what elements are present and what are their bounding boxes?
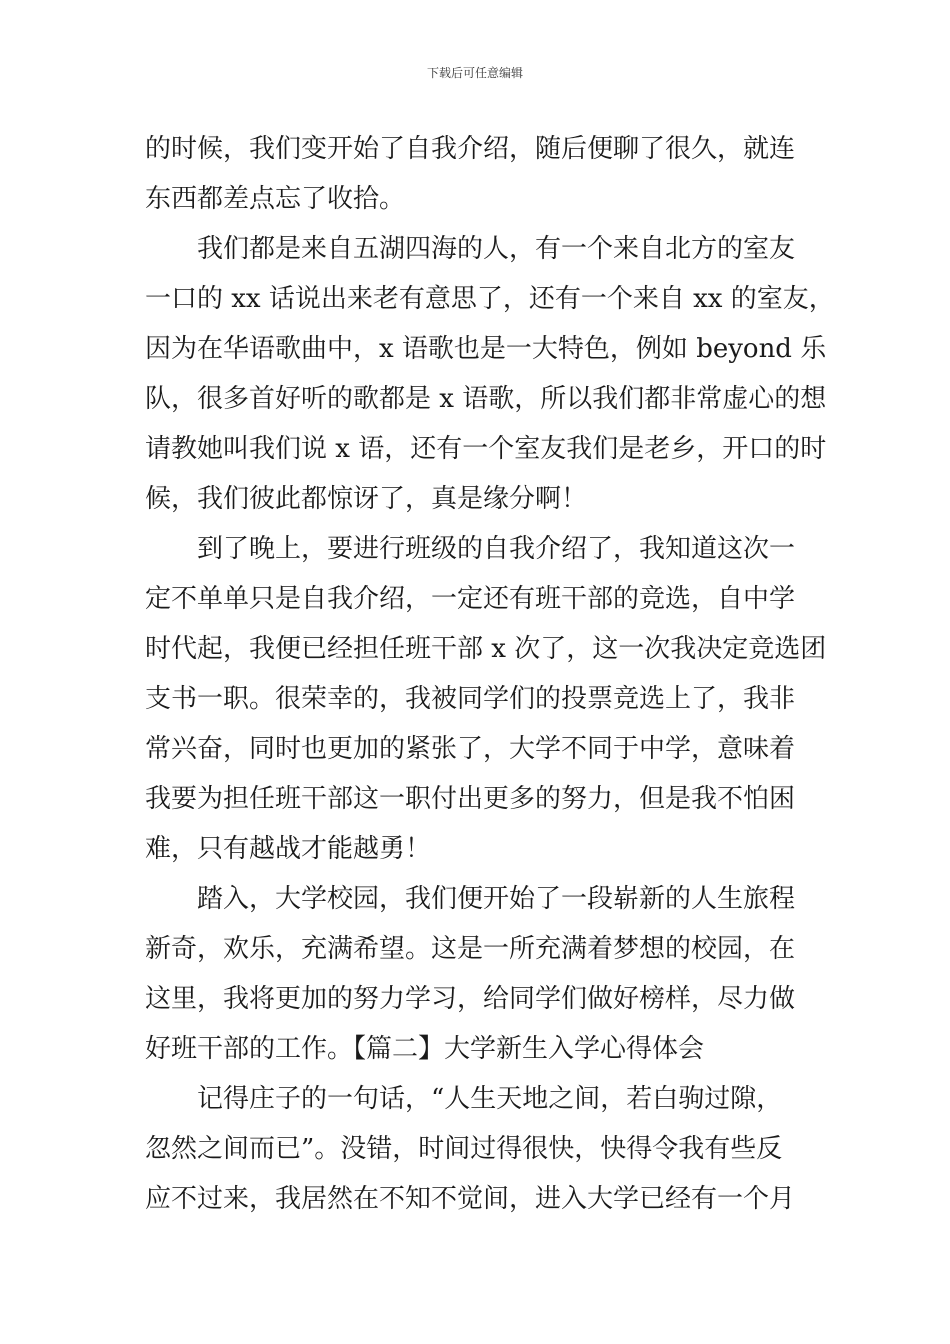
text-line: 队，很多首好听的歌都是 x 语歌，所以我们都非常虚心的想: [145, 384, 827, 414]
paragraph-first-line: 到了晚上，要进行班级的自我介绍了，我知道这次一: [197, 534, 796, 564]
text-line: 好班干部的工作。【篇二】大学新生入学心得体会: [145, 1034, 705, 1064]
text-line: 我要为担任班干部这一职付出更多的努力，但是我不怕困: [145, 784, 796, 814]
text-line: 这里，我将更加的努力学习，给同学们做好榜样，尽力做: [145, 984, 796, 1014]
paragraph-first-line: 踏入，大学校园，我们便开始了一段崭新的人生旅程: [197, 884, 796, 914]
text-line: 因为在华语歌曲中，x 语歌也是一大特色，例如 beyond 乐: [145, 334, 827, 364]
text-line: 请教她叫我们说 x 语，还有一个室友我们是老乡，开口的时: [145, 434, 827, 464]
page-header: 下载后可任意编辑: [426, 66, 523, 80]
text-line: 定不单单只是自我介绍，一定还有班干部的竞选，自中学: [145, 584, 796, 614]
paragraph-first-line: 我们都是来自五湖四海的人，有一个来自北方的室友: [197, 234, 796, 264]
document-body: [145, 124, 835, 1224]
text-line: 常兴奋，同时也更加的紧张了，大学不同于中学，意味着: [145, 734, 796, 764]
text-line: 东西都差点忘了收拾。: [145, 184, 406, 214]
text-line: 一口的 xx 话说出来老有意思了，还有一个来自 xx 的室友，: [145, 284, 835, 314]
text-line: 时代起，我便已经担任班干部 x 次了，这一次我决定竞选团: [145, 634, 827, 664]
text-line: 难，只有越战才能越勇！: [145, 834, 432, 864]
paragraph-first-line: 记得庄子的一句话，“人生天地之间，若白驹过隙，: [197, 1084, 783, 1114]
text-line: 忽然之间而已”。没错，时间过得很快，快得令我有些反: [145, 1134, 783, 1164]
text-line: 的时候，我们变开始了自我介绍，随后便聊了很久，就连: [145, 134, 796, 164]
text-line: 支书一职。很荣幸的，我被同学们的投票竞选上了，我非: [145, 684, 796, 714]
text-line: 候，我们彼此都惊讶了，真是缘分啊！: [145, 484, 588, 514]
text-line: 新奇，欢乐，充满希望。这是一所充满着梦想的校园，在: [145, 934, 796, 964]
text-line: 应不过来，我居然在不知不觉间，进入大学已经有一个月: [145, 1184, 796, 1214]
